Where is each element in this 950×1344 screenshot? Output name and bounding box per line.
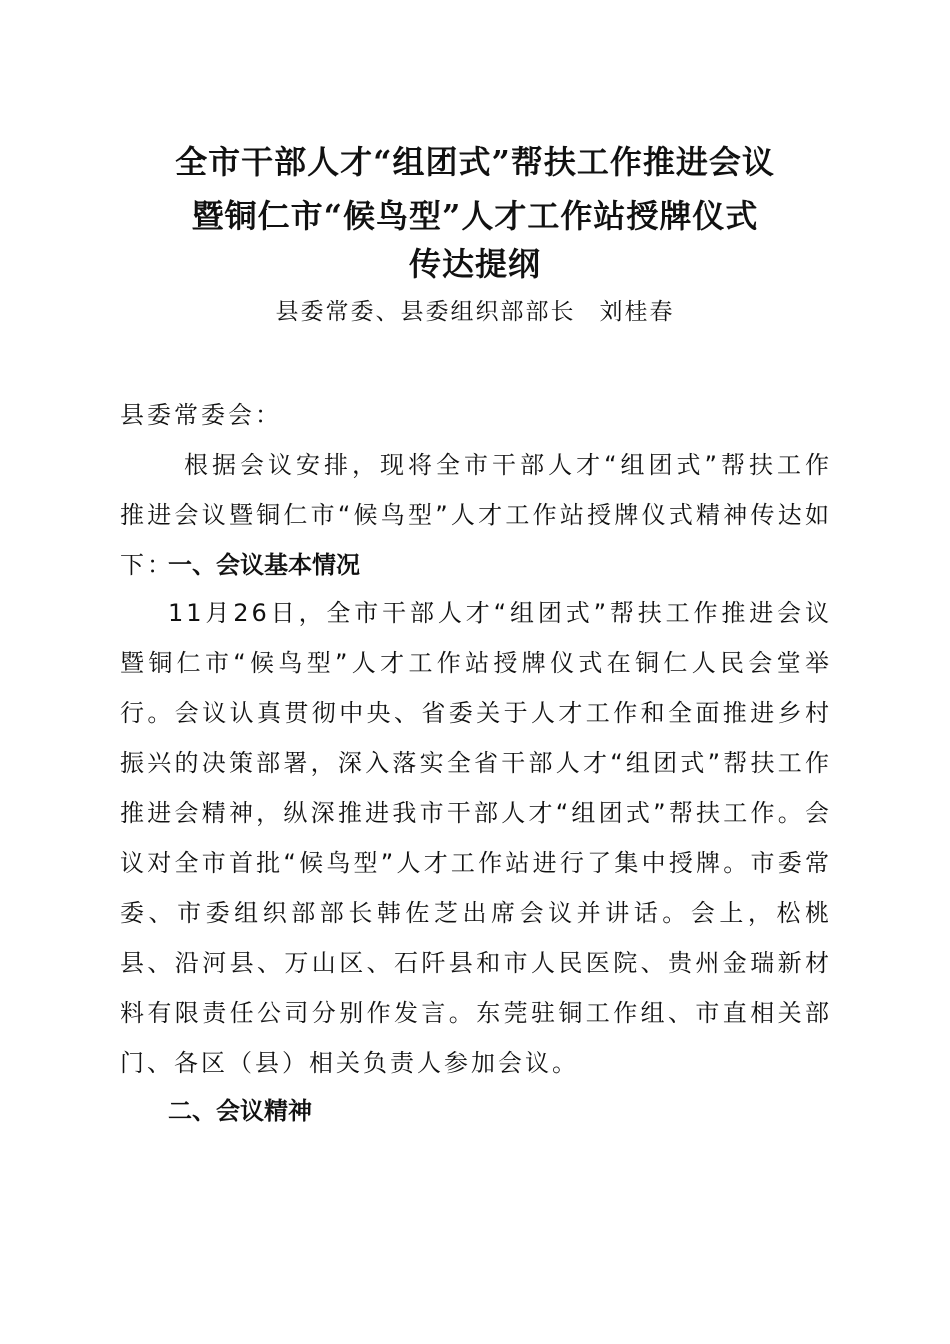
section-heading-2: 二、会议精神: [168, 1097, 312, 1125]
author-name: 刘桂春: [599, 299, 675, 325]
document-title-line-2: 暨铜仁市“候鸟型”人才工作站授牌仪式: [191, 197, 759, 235]
section-heading-1: 一、会议基本情况: [168, 551, 360, 579]
section-paragraph-1: 11月26日，全市干部人才“组团式”帮扶工作推进会议暨铜仁市“候鸟型”人才工作站授牌仪式在铜仁人民会堂举行。会议认真贯彻中央、省委关于人才工作和全面推进乡村振兴的决策部署，深入落实全省干部人才“组团式”帮扶工作推进会精神，纵深推进我市干部人才“组团式”帮扶工作。会议对全市首批“候鸟型”人才工作站进行了集中授牌。市委常委、市委组织部部长韩佐芝出席会议并讲话。会上，松桃县、沿河县、万山区、石阡县和市人民医院、贵州金瑞新材料有限责任公司分别作发言。东莞驻铜工作组、市直相关部门、各区（县）相关负责人参加会议。: [120, 599, 832, 1077]
author-line: [0, 296, 950, 328]
salutation: 县委常委会：: [120, 401, 282, 429]
document-title-line-3: 传达提纲: [408, 245, 541, 283]
document-title-line-1: 全市干部人才“组团式”帮扶工作推进会议: [175, 143, 775, 181]
intro-paragraph: 根据会议安排，现将全市干部人才“组团式”帮扶工作推进会议暨铜仁市“候鸟型”人才工作站授牌仪式精神传达如下：: [120, 451, 832, 579]
author-title: 县委常委、县委组织部部长: [275, 299, 576, 325]
